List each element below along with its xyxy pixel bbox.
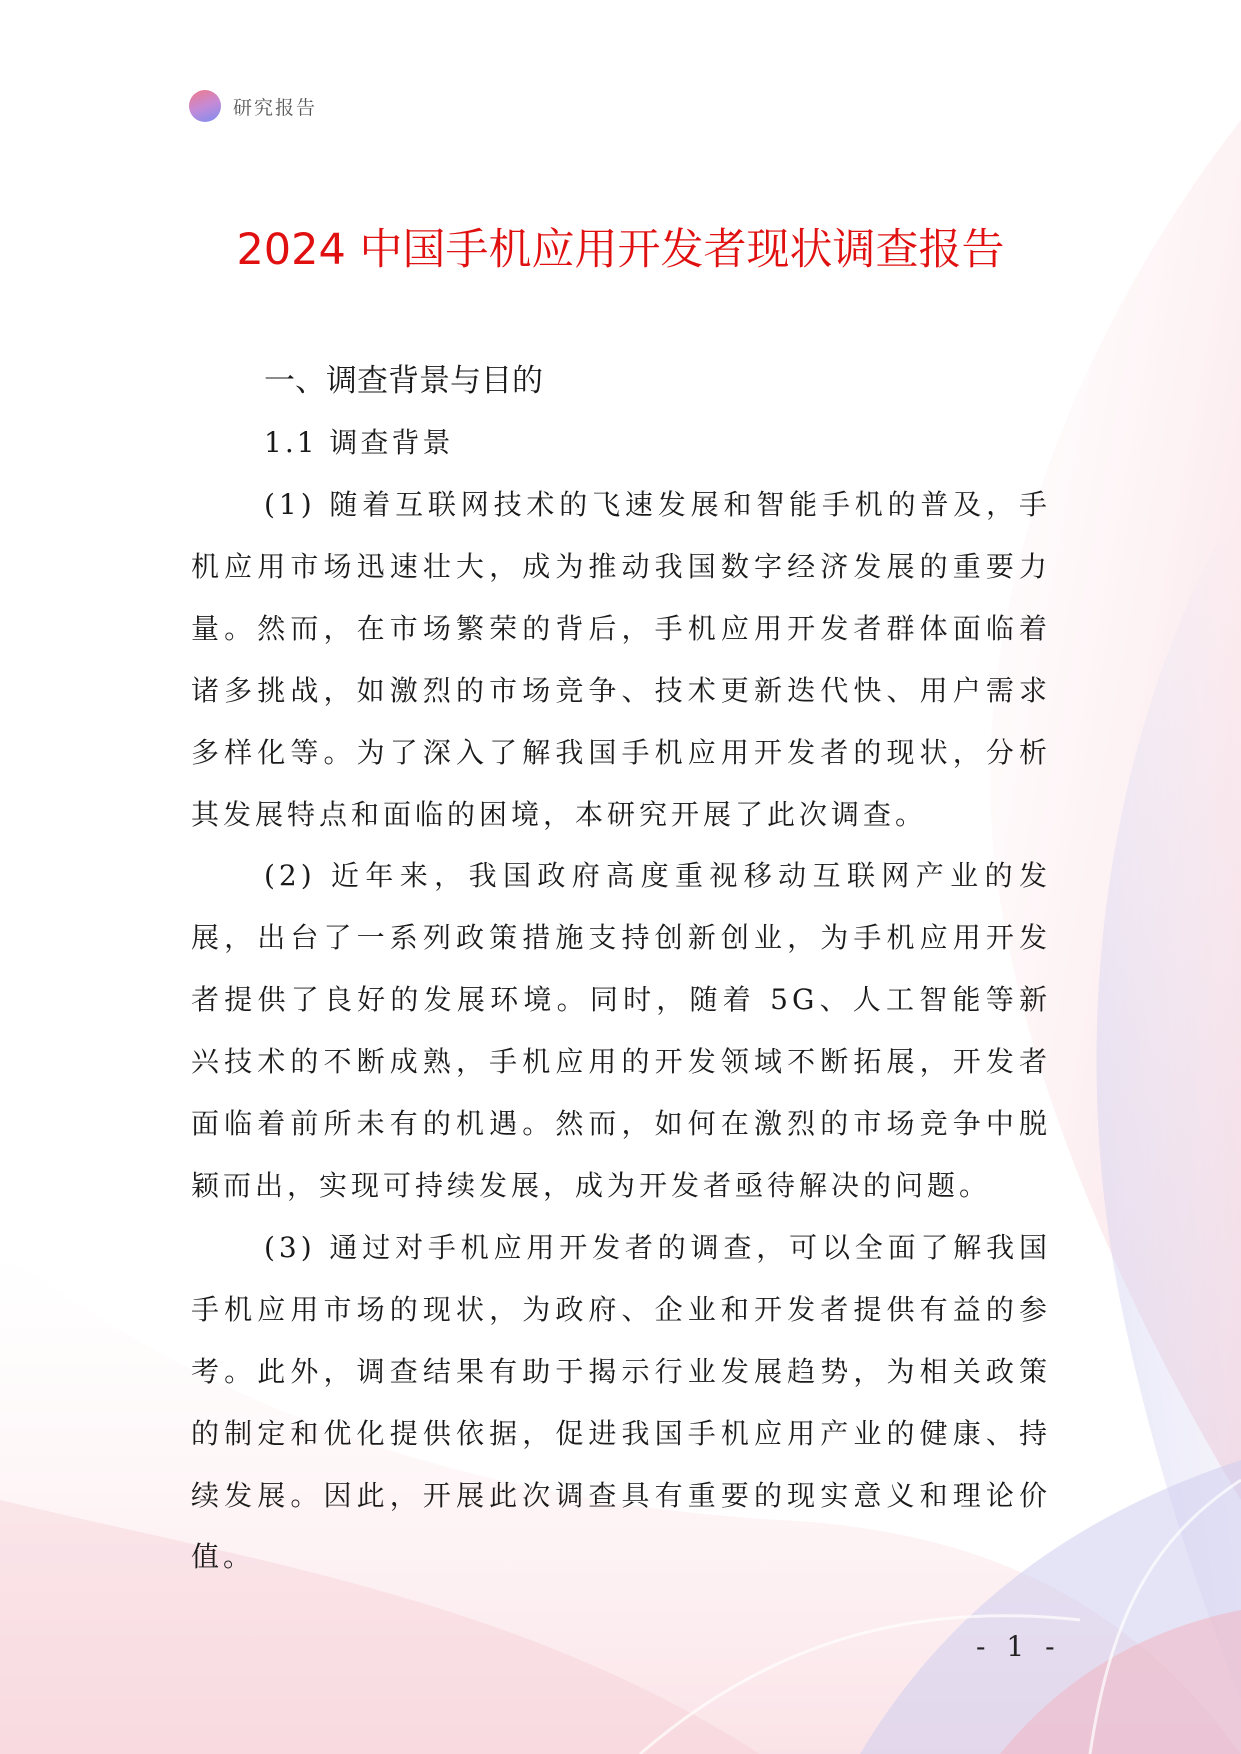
- header-label: 研究报告: [233, 96, 318, 119]
- paragraph-3: (3) 通过对手机应用开发者的调查，可以全面了解我国手机应用市场的现状，为政府、企业和开发者提供有益的参考。此外，调查结果有助于揭示行业发展趋势，为相关政策的制定和优化提供依据，促进我国手机应用产业的健康、持续发展。因此，开展此次调查具有重要的现实意义和理论价值。: [191, 1230, 1051, 1574]
- report-header: [189, 90, 317, 122]
- document-body: [191, 350, 1051, 1588]
- subsection-heading: 1.1 调查背景: [264, 426, 454, 459]
- section-heading: 一、调查背景与目的: [264, 363, 543, 399]
- paragraph-2: (2) 近年来，我国政府高度重视移动互联网产业的发展，出台了一系列政策措施支持创新创业，为手机应用开发者提供了良好的发展环境。同时，随着 5G、人工智能等新兴技术的不断成熟，手机应用的开发领域不断拓展，开发者面临着前所未有的机遇。然而，如何在激烈的市场竞争中脱颖而出，实现可持续发展，成为开发者亟待解决的问题。: [191, 859, 1051, 1202]
- page-number: - 1 -: [976, 1630, 1061, 1663]
- document-title: 2024 中国手机应用开发者现状调查报告: [236, 225, 1005, 275]
- paragraph-1: (1) 随着互联网技术的飞速发展和智能手机的普及，手机应用市场迅速壮大，成为推动我国数字经济发展的重要力量。然而，在市场繁荣的背后，手机应用开发者群体面临着诸多挑战，如激烈的市场竞争、技术更新迭代快、用户需求多样化等。为了深入了解我国手机应用开发者的现状，分析其发展特点和面临的困境，本研究开展了此次调查。: [191, 488, 1051, 831]
- logo-circle-icon: [189, 90, 221, 122]
